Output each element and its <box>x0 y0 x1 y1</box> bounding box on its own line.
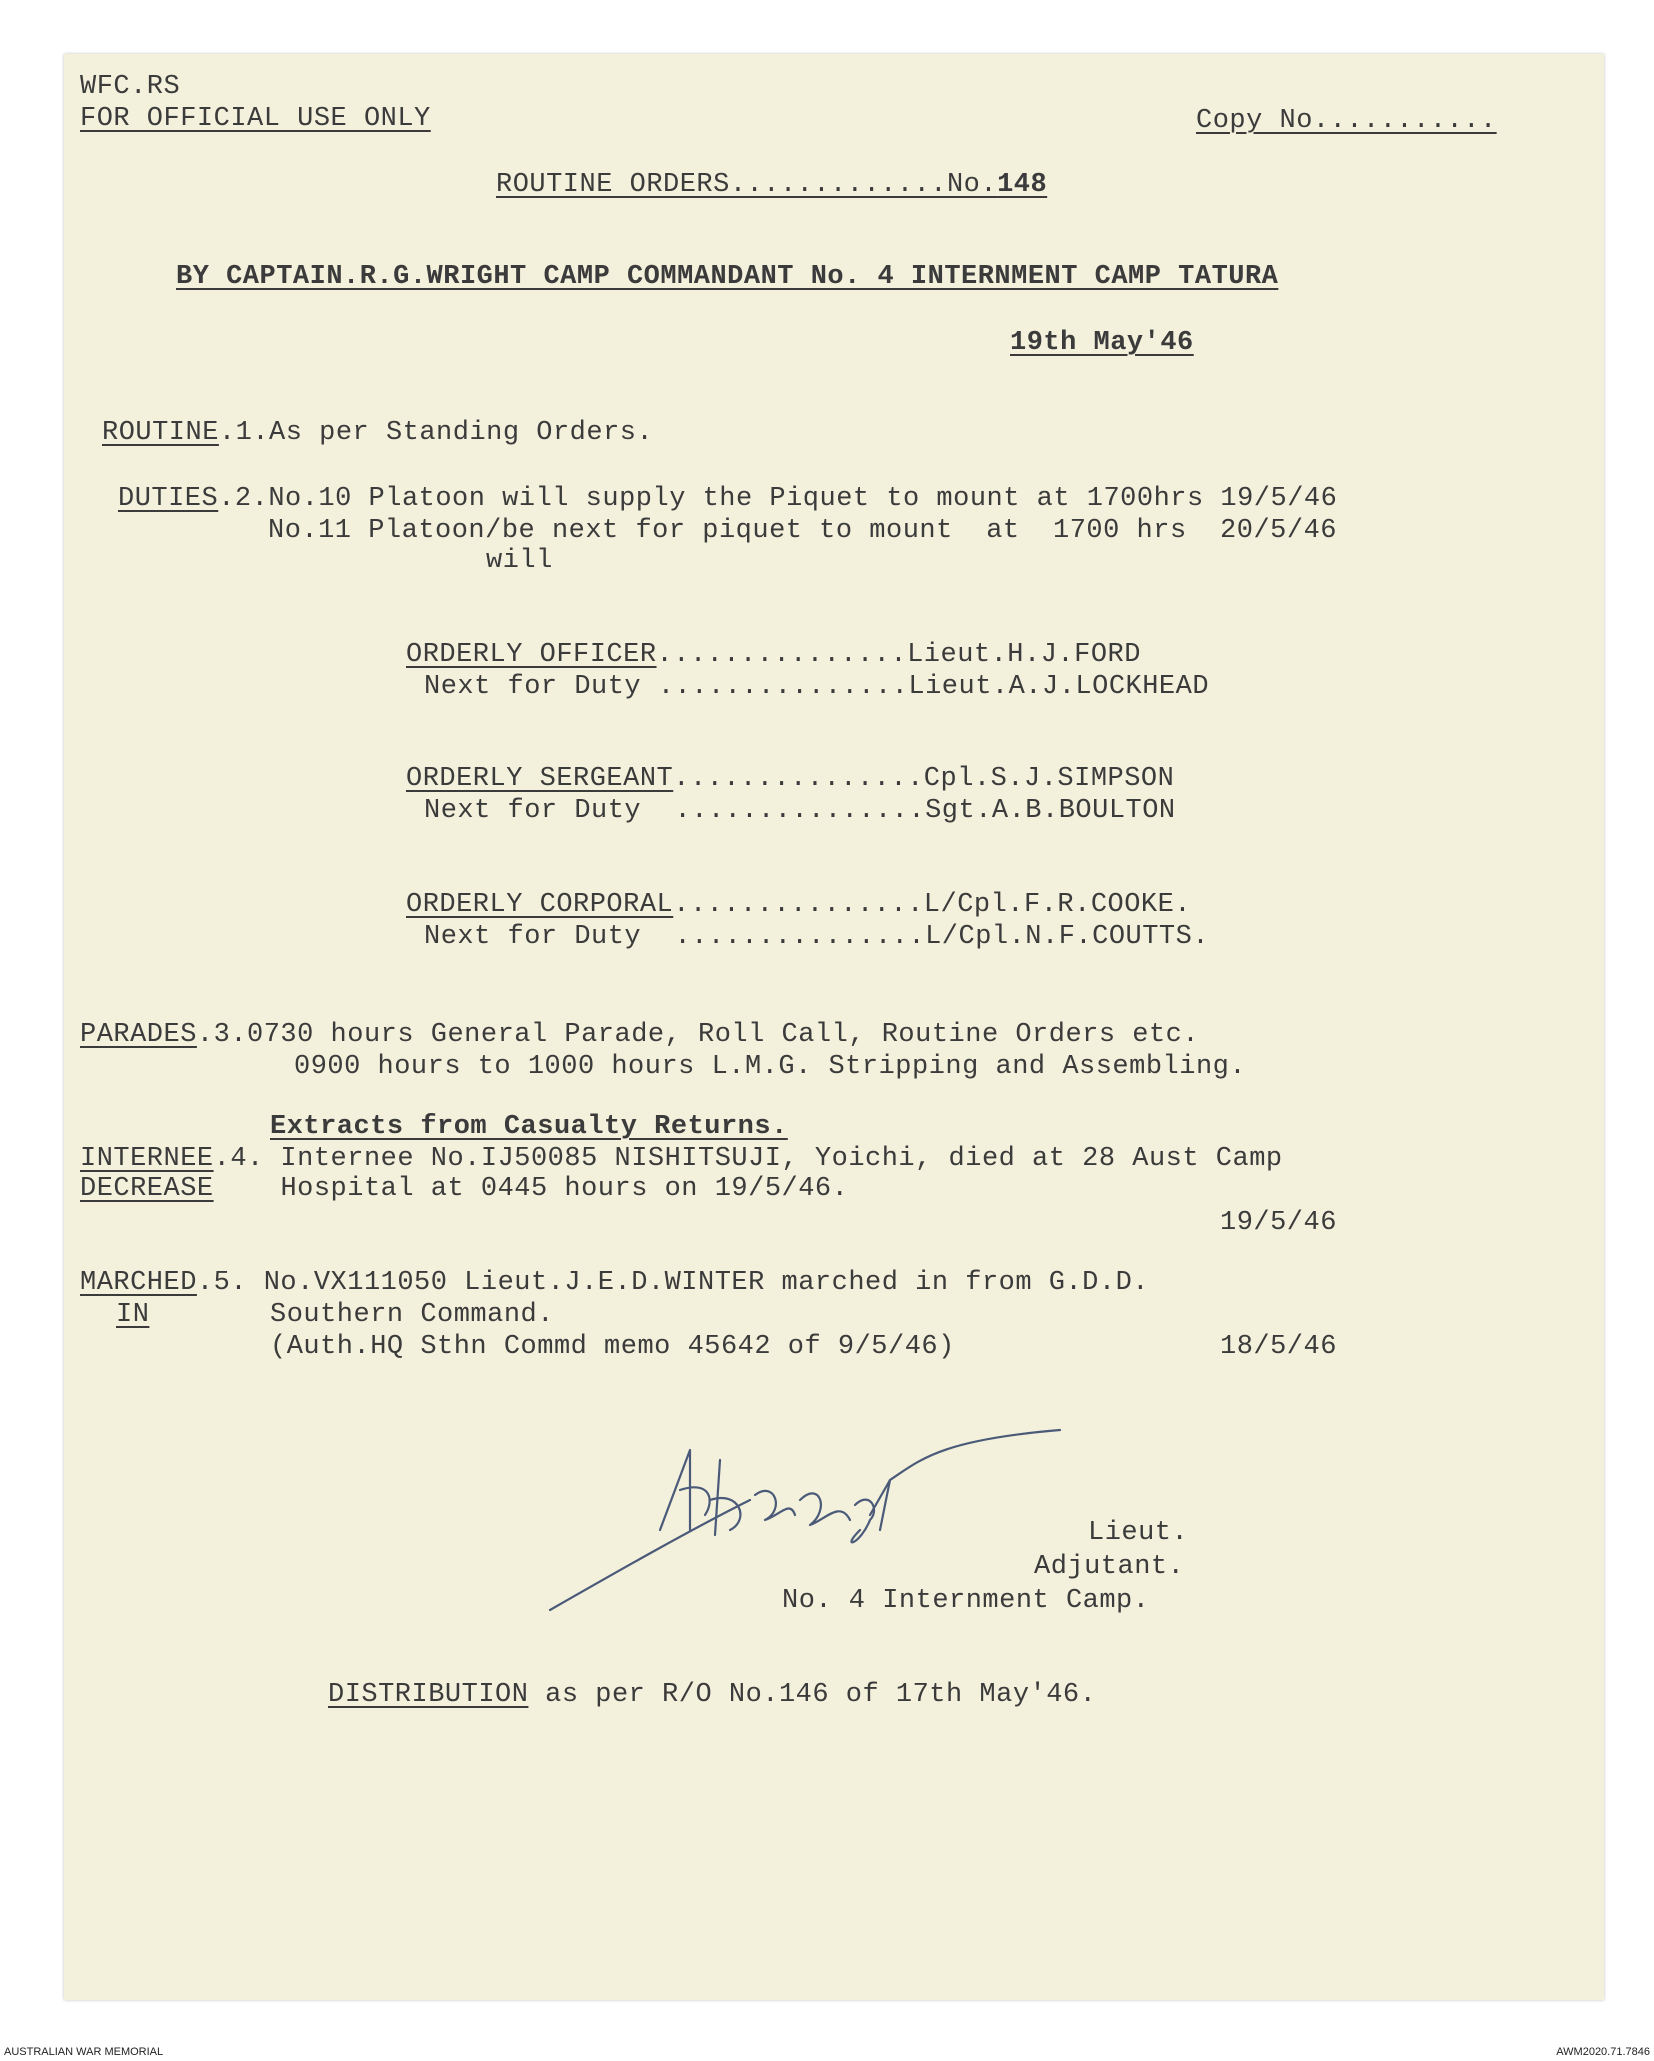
duties-line-2: No.11 Platoon/be next for piquet to mount at 1700 hrs 20/5/46 <box>268 516 1337 546</box>
decrease-heading: DECREASE <box>80 1174 214 1204</box>
routine-orders-title <box>496 170 1047 200</box>
roster-next-dots: ............... <box>657 672 909 702</box>
internee-date: 19/5/46 <box>1220 1208 1337 1238</box>
duties-heading: DUTIES <box>118 484 219 514</box>
roster-next-label: Next for Duty <box>424 922 642 952</box>
casualty-extracts-heading: Extracts from Casualty Returns. <box>270 1112 788 1142</box>
roster-next-name: Sgt.A.B.BOULTON <box>925 796 1176 826</box>
issuing-authority: BY CAPTAIN.R.G.WRIGHT CAMP COMMANDANT No. 4 INTERNMENT CAMP TATURA <box>176 262 1279 292</box>
archive-credit: AUSTRALIAN WAR MEMORIAL <box>4 2046 164 2058</box>
internee-item <box>80 1144 1283 1174</box>
roster-role: ORDERLY SERGEANT <box>406 764 674 794</box>
roster-next-dots: ............... <box>674 922 926 952</box>
distribution-heading: DISTRIBUTION <box>328 1680 529 1710</box>
parades-line-2: 0900 hours to 1000 hours L.M.G. Stripping and Assembling. <box>294 1052 1247 1082</box>
roster-dots: ............... <box>656 640 908 670</box>
marched-line-2: Southern Command. <box>270 1300 554 1330</box>
roster-dots: ............... <box>673 890 924 920</box>
roster-next-label: Next for Duty <box>424 796 642 826</box>
internee-heading: INTERNEE <box>80 1144 214 1174</box>
duties-line-1: .2.No.10 Platoon will supply the Piquet to mount at 1700hrs 19/5/46 <box>218 484 1338 514</box>
parades-item <box>80 1020 1199 1050</box>
signatory-unit: No. 4 Internment Camp. <box>782 1586 1150 1616</box>
roster-corporal <box>406 890 1191 920</box>
roster-next-name: Lieut.A.J.LOCKHEAD <box>908 672 1210 702</box>
routine-item <box>102 418 653 448</box>
signatory-rank: Lieut. <box>1088 1518 1189 1548</box>
routine-heading: ROUTINE <box>102 418 219 448</box>
roster-next-name: L/Cpl.N.F.COUTTS. <box>925 922 1210 952</box>
roster-role: ORDERLY OFFICER <box>406 640 657 670</box>
archive-accession-number: AWM2020.71.7846 <box>1556 2046 1650 2058</box>
roster-dots: ............... <box>673 764 924 794</box>
roster-next-dots: ............... <box>674 796 926 826</box>
file-reference: WFC.RS <box>80 72 181 102</box>
roster-name: L/Cpl.F.R.COOKE. <box>923 890 1192 920</box>
roster-name: Cpl.S.J.SIMPSON <box>923 764 1175 794</box>
roster-role: ORDERLY CORPORAL <box>406 890 674 920</box>
classification-label: FOR OFFICIAL USE ONLY <box>80 104 431 134</box>
distribution-line <box>328 1680 1096 1710</box>
internee-line-2-row <box>80 1174 848 1204</box>
marched-date: 18/5/46 <box>1220 1332 1337 1362</box>
routine-orders-label: ROUTINE ORDERS.............No. <box>496 170 998 200</box>
copy-number-text: Copy No........... <box>1196 106 1497 136</box>
roster-name: Lieut.H.J.FORD <box>907 640 1141 670</box>
marched-heading-in: IN <box>116 1300 150 1330</box>
marched-line-1: .5. No.VX111050 Lieut.J.E.D.WINTER marched in from G.D.D. <box>196 1268 1149 1298</box>
signatory-role: Adjutant. <box>1034 1552 1185 1582</box>
marched-heading: MARCHED <box>80 1268 197 1298</box>
marched-line-3: (Auth.HQ Sthn Commd memo 45642 of 9/5/46) <box>270 1332 955 1362</box>
internee-line-2: Hospital at 0445 hours on 19/5/46. <box>280 1174 849 1204</box>
marched-item <box>80 1268 1149 1298</box>
parades-heading: PARADES <box>80 1020 197 1050</box>
roster-corporal-next <box>424 922 1209 952</box>
duties-line-2-insert: will <box>486 546 553 576</box>
routine-text: .1.As per Standing Orders. <box>218 418 654 448</box>
roster-sergeant-next <box>424 796 1176 826</box>
roster-sergeant <box>406 764 1174 794</box>
roster-next-label: Next for Duty <box>424 672 642 702</box>
roster-officer <box>406 640 1141 670</box>
order-date: 19th May'46 <box>1010 328 1194 358</box>
roster-officer-next <box>424 672 1209 702</box>
copy-number <box>1196 106 1497 136</box>
distribution-text: as per R/O No.146 of 17th May'46. <box>528 1680 1097 1710</box>
duties-item <box>118 484 1337 514</box>
internee-line-1: .4. Internee No.IJ50085 NISHITSUJI, Yoichi, died at 28 Aust Camp <box>213 1144 1283 1174</box>
order-number: 148 <box>997 170 1048 200</box>
parades-line-1: .3.0730 hours General Parade, Roll Call, Routine Orders etc. <box>196 1020 1200 1050</box>
